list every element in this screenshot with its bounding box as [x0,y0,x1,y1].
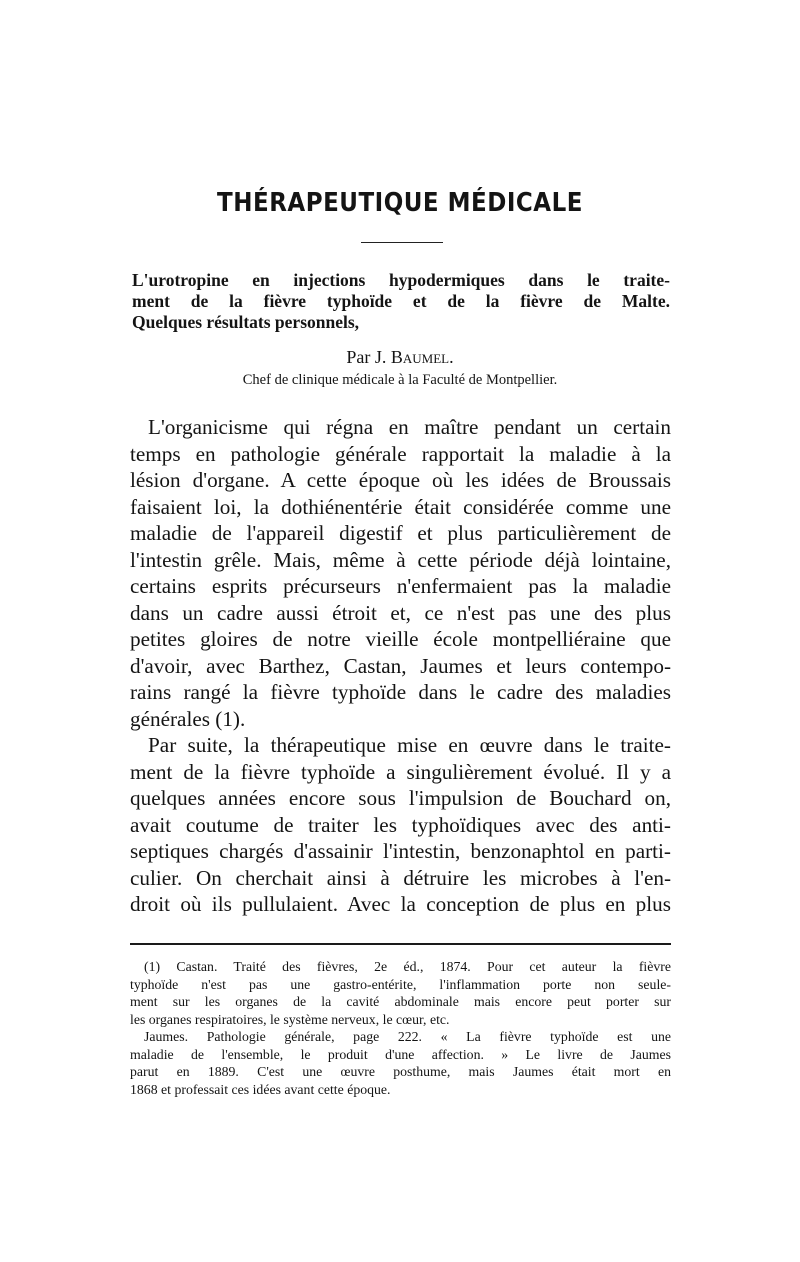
body-line: avait coutume de traiter les typhoïdiques avec des anti- [130,812,671,837]
body-line: culier. On cherchait ainsi à détruire les microbes à l'en- [130,865,671,890]
footnote-line: ment sur les organes de la cavité abdominale mais encore peut porter sur [130,994,671,1009]
body-line: quelques années encore sous l'impulsion de Bouchard on, [130,786,671,810]
article-title [132,270,670,333]
body-line: temps en pathologie générale rapportait la maladie à la [130,441,671,466]
body-line: ment de la fièvre typhoïde a singulièrement évolué. Il y a [130,759,671,784]
footnote-line: maladie de l'ensemble, le produit d'une affection. » Le livre de Jaumes [130,1046,671,1062]
body-line: certains esprits précurseurs n'enfermaient pas la maladie [130,574,671,598]
body-line: lésion d'organe. A cette époque où les idées de Broussais [130,468,671,492]
byline-prefix: Par J. [346,347,391,367]
body-line: petites gloires de notre vieille école montpelliéraine que [130,627,671,651]
body-line: septiques chargés d'assainir l'intestin, benzonaphtol en parti- [130,839,671,863]
author-name: Baumel. [390,347,454,367]
footnote-rule [130,943,671,945]
footnote-line: Jaumes. Pathologie générale, page 222. « La fièvre typhoïde est une [144,1029,671,1044]
article-title-line: L'urotropine en injections hypodermiques dans le traite- [132,270,670,290]
body-line: dans un cadre aussi étroit et, ce n'est pas une des plus [130,600,671,625]
footnote-line: (1) Castan. Traité des fièvres, 2e éd., 1874. Pour cet auteur la fièvre [144,959,671,974]
body-line: maladie de l'appareil digestif et plus particulièrement de [130,521,671,545]
section-title: THÉRAPEUTIQUE MÉDICALE [217,188,583,218]
body-line: Par suite, la thérapeutique mise en œuvre dans le traite- [148,733,671,757]
byline [0,347,800,368]
body-line: rains rangé la fièvre typhoïde dans le cadre des maladies [130,680,671,704]
author-affiliation: Chef de clinique médicale à la Faculté de Montpellier. [242,372,558,388]
body-text [130,414,671,918]
body-line: faisaient loi, la dothiénentérie était considérée comme une [130,494,671,519]
article-title-line: ment de la fièvre typhoïde et de la fièvre de Malte. [132,291,670,311]
footnote-line: typhoïde n'est pas une gastro-entérite, l'inflammation porte non seule- [130,976,671,992]
body-line: droit où ils pullulaient. Avec la conception de plus en plus [130,892,671,916]
body-line: générales (1). [130,706,246,731]
body-line: d'avoir, avec Barthez, Castan, Jaumes et leurs contempo- [130,653,671,678]
body-line: L'organicisme qui régna en maître pendant un certain [148,415,671,439]
footnotes [130,958,671,1098]
title-rule [361,242,443,243]
footnote-line: parut en 1889. C'est une œuvre posthume, mais Jaumes était mort en [130,1064,671,1079]
footnote-line: les organes respiratoires, le système nerveux, le cœur, etc. [130,1011,450,1027]
body-line: l'intestin grêle. Mais, même à cette période déjà lointaine, [130,547,671,572]
article-title-line: Quelques résultats personnels, [132,312,360,332]
footnote-line: 1868 et professait ces idées avant cette époque. [130,1081,391,1097]
